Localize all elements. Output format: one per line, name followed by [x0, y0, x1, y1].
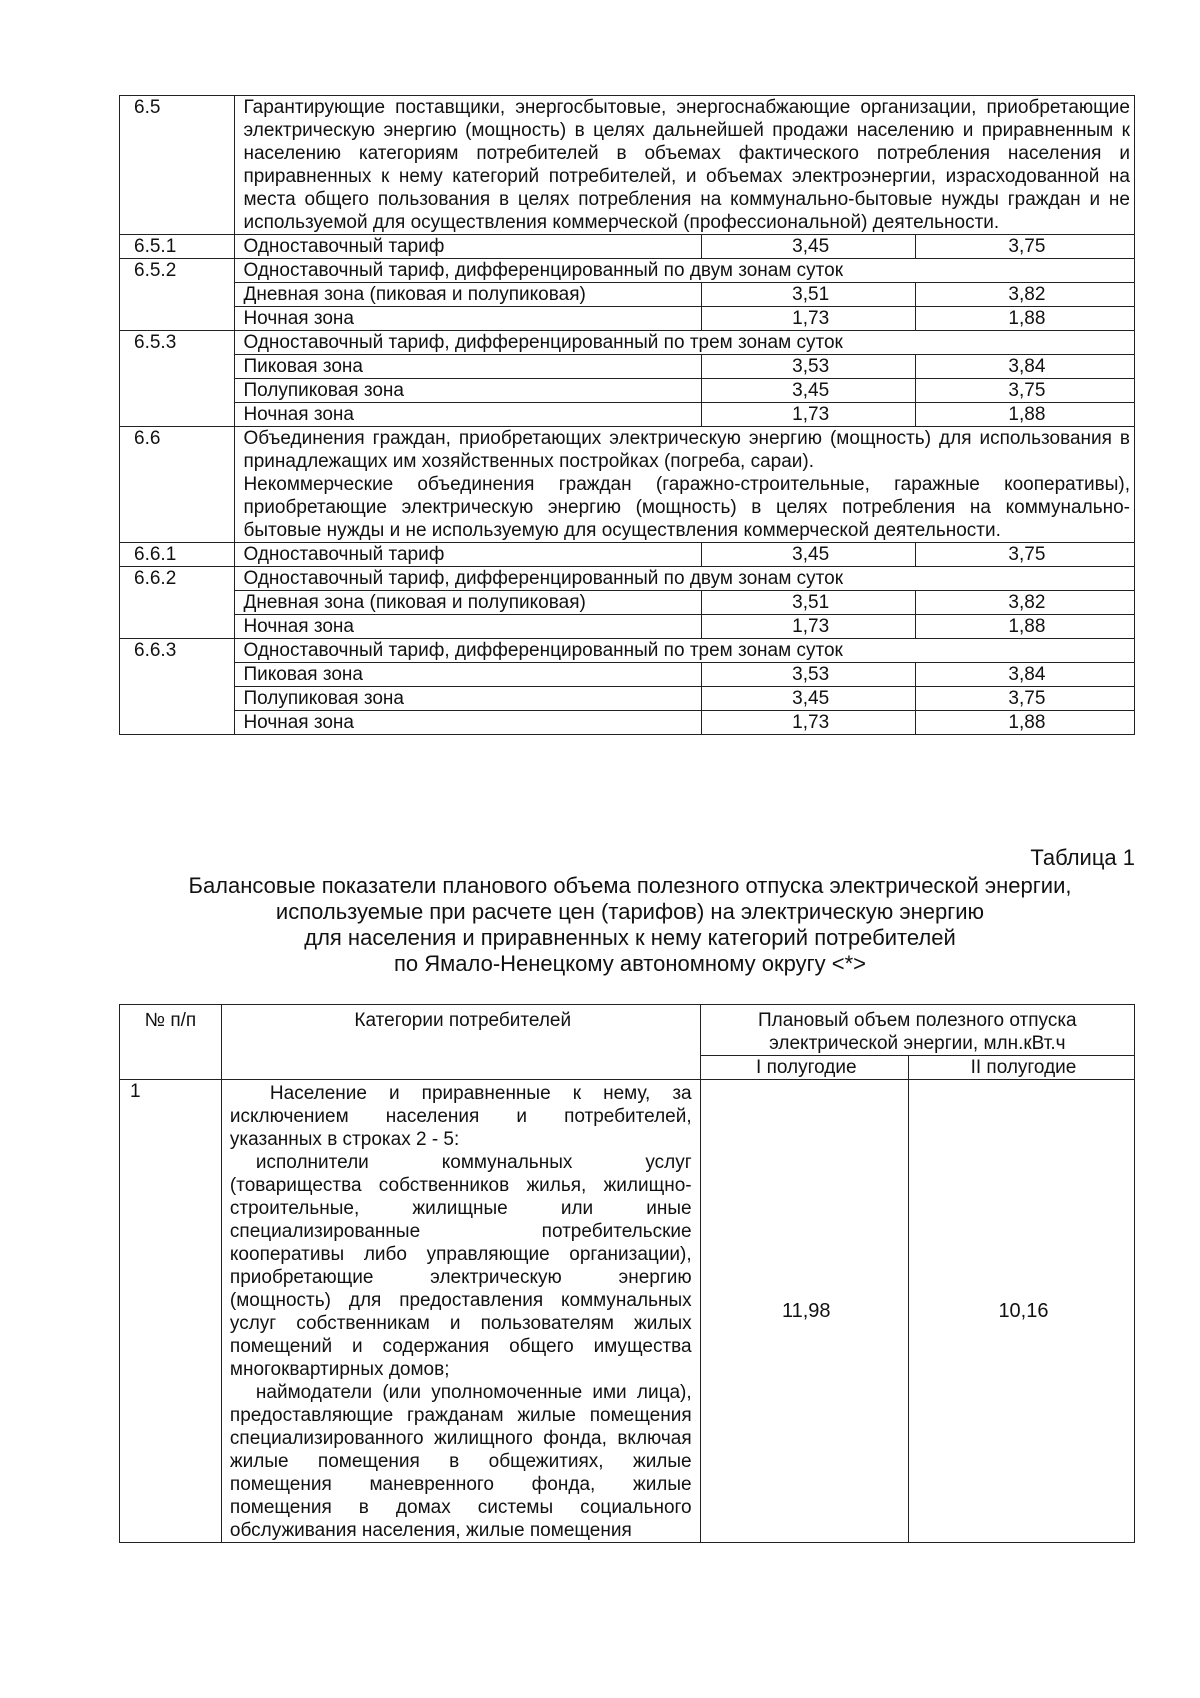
table-row — [120, 403, 1135, 427]
value-cell: 1,88 — [915, 711, 1134, 735]
row-label: Пиковая зона — [235, 355, 702, 379]
table-title — [120, 873, 1140, 977]
row-label: Полупиковая зона — [235, 379, 702, 403]
row-number: 6.5.3 — [120, 331, 235, 427]
row-number: 6.5.2 — [120, 259, 235, 331]
value-cell: 1,73 — [702, 615, 915, 639]
tariff-table — [119, 95, 1135, 735]
row-number: 6.5.1 — [120, 235, 235, 259]
value-cell: 1,73 — [702, 711, 915, 735]
table-row — [120, 331, 1135, 355]
row-label: Дневная зона (пиковая и полупиковая) — [235, 283, 702, 307]
header-category: Категории потребителей — [221, 1005, 700, 1080]
table-title-line: Балансовые показатели планового объема полезного отпуска электрической энергии, — [188, 873, 1072, 898]
header-half-2: II полугодие — [908, 1056, 1134, 1080]
value-cell: 3,82 — [915, 591, 1134, 615]
value-cell: 3,53 — [702, 355, 915, 379]
value-cell: 11,98 — [700, 1080, 908, 1543]
row-label: Ночная зона — [235, 307, 702, 331]
value-cell: 3,45 — [702, 379, 915, 403]
paragraph: Население и приравненные к нему, за исключением населения и потребителей, указанных в строках 2 - 5: — [229, 1083, 692, 1150]
table-title-line: по Ямало-Ненецкому автономному округу <*> — [394, 951, 866, 976]
table-row — [120, 711, 1135, 735]
paragraph: наймодатели (или уполномоченные ими лица), предоставляющие гражданам жилые помещения специализированного жилищного фонда, включая жилые помещения в общежитиях, жилые помещения маневренного фонда, жилые помещения в домах системы социального обслуживания населения, жилые помещения — [229, 1382, 692, 1541]
value-cell: 3,45 — [702, 235, 915, 259]
value-cell: 1,73 — [702, 307, 915, 331]
row-label: Одноставочный тариф — [235, 543, 702, 567]
row-number: 1 — [120, 1080, 222, 1543]
row-label: Одноставочный тариф, дифференцированный по трем зонам суток — [235, 639, 1135, 663]
value-cell: 3,53 — [702, 663, 915, 687]
row-label: Дневная зона (пиковая и полупиковая) — [235, 591, 702, 615]
row-label: Одноставочный тариф, дифференцированный по двум зонам суток — [235, 259, 1135, 283]
value-cell: 3,51 — [702, 283, 915, 307]
table-row — [120, 427, 1135, 543]
table-row — [120, 663, 1135, 687]
row-description-part: Некоммерческие объединения граждан (гаражно-строительные, гаражные кооперативы), приобретающие электрическую энергию (мощность) в целях потребления на коммунально-бытовые нужды и не используемую для осуществления коммерческой деятельности. — [243, 474, 1130, 541]
row-number: 6.6.3 — [120, 639, 235, 735]
table-row — [120, 235, 1135, 259]
row-label: Одноставочный тариф, дифференцированный по трем зонам суток — [235, 331, 1135, 355]
table-row — [120, 543, 1135, 567]
paragraph: исполнители коммунальных услуг (товарищества собственников жилья, жилищно-строительные, жилищные или иные специализированные потребительские кооперативы либо управляющие организации), приобретающие электрическую энергию (мощность) для предоставления коммунальных услуг собственникам и пользователям жилых помещений и содержания общего имущества многоквартирных домов; — [229, 1152, 692, 1380]
table-row — [120, 259, 1135, 283]
value-cell: 1,73 — [702, 403, 915, 427]
table-row — [120, 96, 1135, 235]
row-description-part: Объединения граждан, приобретающих электрическую энергию (мощность) для использования в принадлежащих им хозяйственных постройках (погреба, сараи). — [243, 428, 1130, 472]
value-cell: 1,88 — [915, 307, 1134, 331]
table-row — [120, 567, 1135, 591]
row-description: Гарантирующие поставщики, энергосбытовые, энергоснабжающие организации, приобретающие электрическую энергию (мощность) в целях дальнейшей продажи населению и приравненным к населению категориям потребителей в объемах фактического потребления населения и приравненных к нему категорий потребителей, и объемах электроэнергии, израсходованной на места общего пользования в целях потребления на коммунально-бытовые нужды граждан и не используемой для осуществления коммерческой (профессиональной) деятельности. — [235, 96, 1135, 235]
value-cell: 1,88 — [915, 615, 1134, 639]
row-label: Полупиковая зона — [235, 687, 702, 711]
table-row — [120, 283, 1135, 307]
row-description — [221, 1080, 700, 1543]
table-number: Таблица 1 — [1030, 845, 1135, 870]
value-cell: 3,45 — [702, 543, 915, 567]
value-cell: 3,51 — [702, 591, 915, 615]
row-label: Одноставочный тариф, дифференцированный по двум зонам суток — [235, 567, 1135, 591]
value-cell: 3,82 — [915, 283, 1134, 307]
value-cell: 1,88 — [915, 403, 1134, 427]
table-row — [120, 355, 1135, 379]
value-cell: 3,84 — [915, 355, 1134, 379]
table-row — [120, 615, 1135, 639]
header-plan: Плановый объем полезного отпуска электрической энергии, млн.кВт.ч — [700, 1005, 1134, 1056]
row-label: Ночная зона — [235, 711, 702, 735]
row-number: 6.6.1 — [120, 543, 235, 567]
table-row — [120, 379, 1135, 403]
header-row — [120, 1005, 1135, 1056]
row-description — [235, 427, 1135, 543]
table-title-line: используемые при расчете цен (тарифов) на электрическую энергию — [275, 899, 985, 924]
header-half-1: I полугодие — [700, 1056, 908, 1080]
row-label: Ночная зона — [235, 403, 702, 427]
value-cell: 3,84 — [915, 663, 1134, 687]
row-label: Ночная зона — [235, 615, 702, 639]
table-row — [120, 307, 1135, 331]
value-cell: 3,75 — [915, 379, 1134, 403]
balance-table — [119, 1004, 1135, 1543]
table-title-line: для населения и приравненных к нему категорий потребителей — [304, 925, 956, 950]
table-row — [120, 591, 1135, 615]
row-number: 6.6.2 — [120, 567, 235, 639]
row-label: Пиковая зона — [235, 663, 702, 687]
value-cell: 3,75 — [915, 235, 1134, 259]
row-label: Одноставочный тариф — [235, 235, 702, 259]
value-cell: 3,45 — [702, 687, 915, 711]
value-cell: 3,75 — [915, 687, 1134, 711]
header-number: № п/п — [120, 1005, 222, 1080]
value-cell: 10,16 — [908, 1080, 1134, 1543]
table-row — [120, 639, 1135, 663]
table-row — [120, 687, 1135, 711]
row-number: 6.5 — [120, 96, 235, 235]
row-number: 6.6 — [120, 427, 235, 543]
table-row — [120, 1080, 1135, 1543]
value-cell: 3,75 — [915, 543, 1134, 567]
